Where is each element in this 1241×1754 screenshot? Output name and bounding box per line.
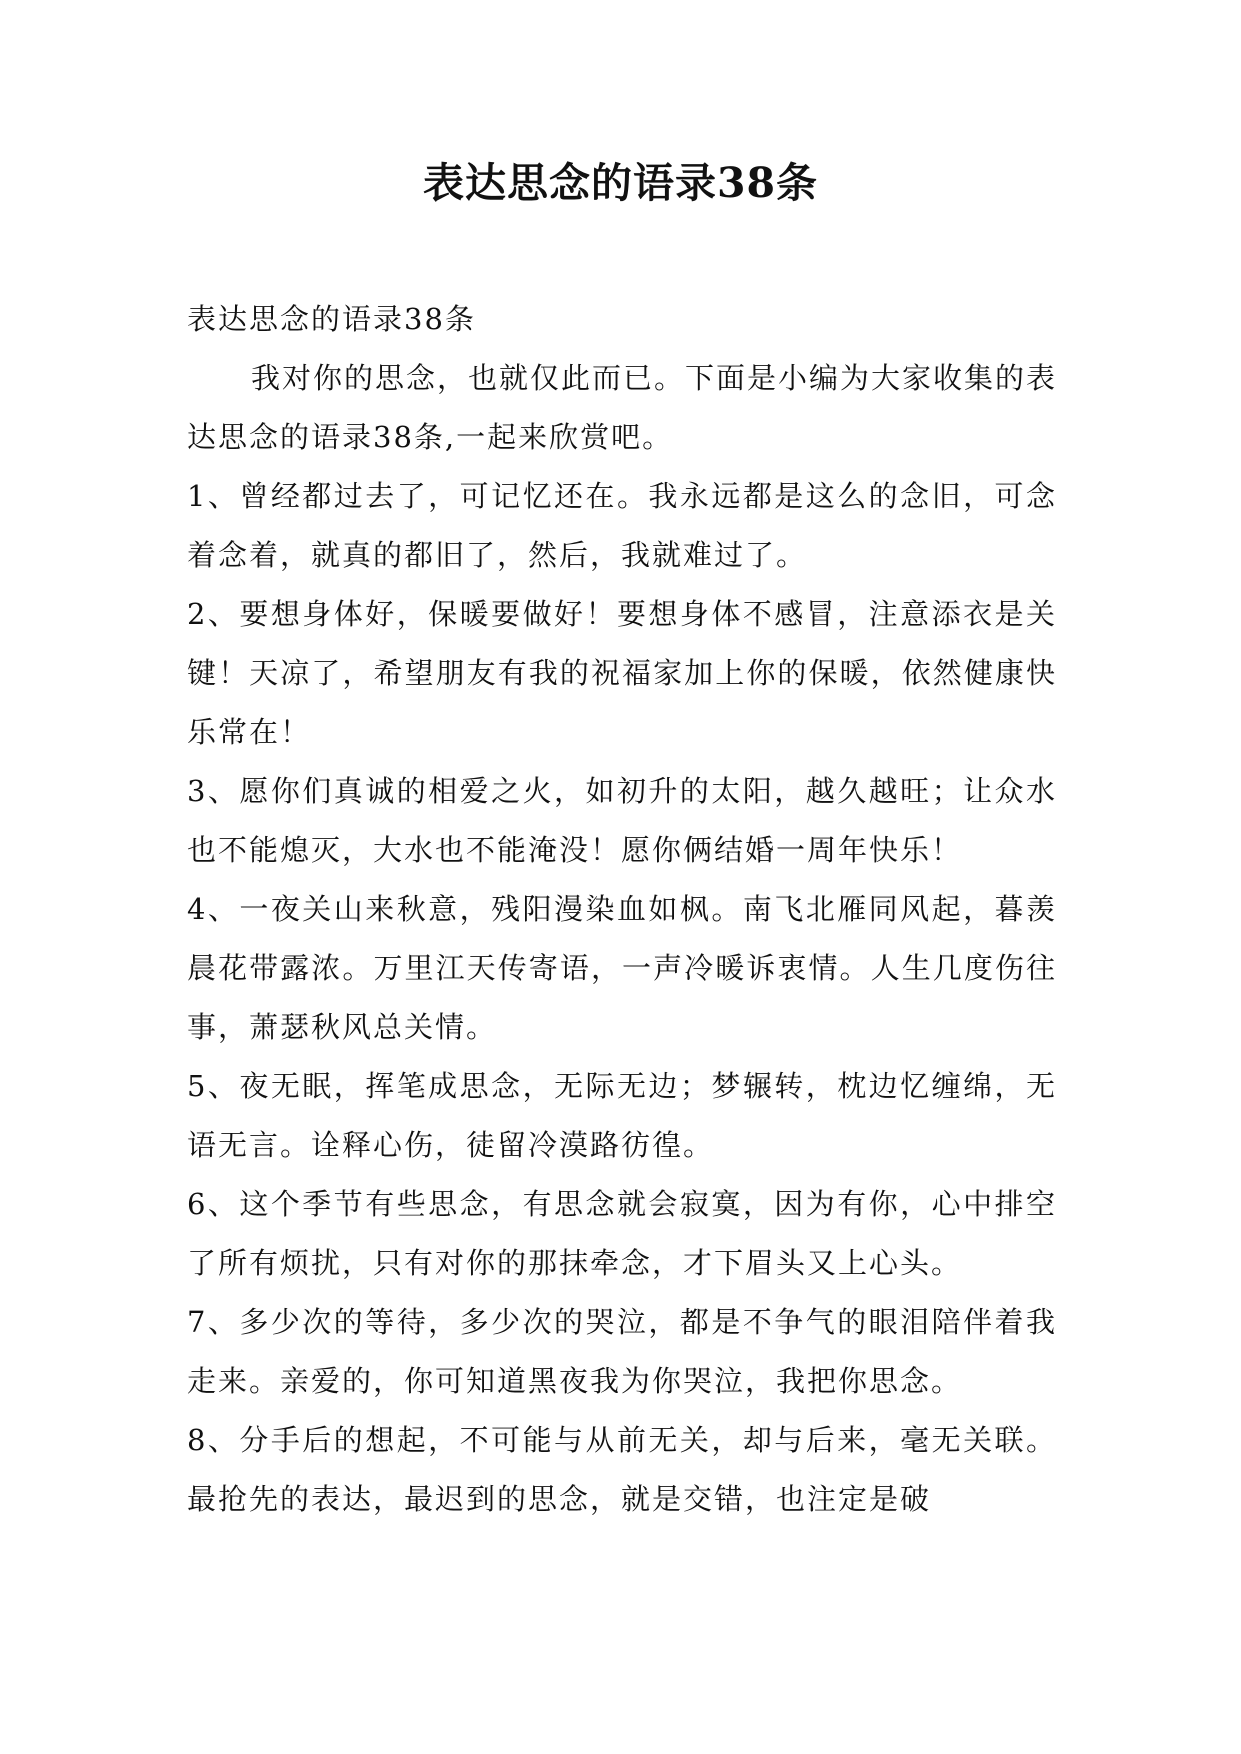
quote-item-4: 4、一夜关山来秋意，残阳漫染血如枫。南飞北雁同风起，暮羡晨花带露浓。万里江天传寄语，一声冷暖诉衷情。人生几度伤往事，萧瑟秋风总关情。 — [187, 892, 1057, 1044]
quote-item-1: 1、曾经都过去了，可记忆还在。我永远都是这么的念旧，可念着念着，就真的都旧了，然后，我就难过了。 — [187, 479, 1057, 572]
document-title: 表达思念的语录38条 — [422, 159, 819, 207]
document-body — [187, 290, 1057, 1529]
quote-item-2: 2、要想身体好，保暖要做好！要想身体不感冒，注意添衣是关键！天凉了，希望朋友有我的祝福家加上你的保暖，依然健康快乐常在！ — [187, 597, 1057, 749]
quote-item-5: 5、夜无眠，挥笔成思念，无际无边；梦辗转，枕边忆缠绵，无语无言。诠释心伤，徒留冷漠路彷徨。 — [187, 1069, 1057, 1162]
subtitle-line: 表达思念的语录38条 — [187, 302, 476, 336]
quote-item-3: 3、愿你们真诚的相爱之火，如初升的太阳，越久越旺；让众水也不能熄灭，大水也不能淹没！愿你俩结婚一周年快乐！ — [187, 774, 1057, 867]
quote-item-6: 6、这个季节有些思念，有思念就会寂寞，因为有你，心中排空了所有烦扰，只有对你的那抹牵念，才下眉头又上心头。 — [187, 1187, 1057, 1280]
quote-item-8: 8、分手后的想起，不可能与从前无关，却与后来，毫无关联。最抢先的表达，最迟到的思念，就是交错，也注定是破 — [187, 1423, 1057, 1516]
intro-paragraph: 我对你的思念，也就仅此而已。下面是小编为大家收集的表达思念的语录38条,一起来欣赏吧。 — [187, 361, 1058, 454]
quote-item-7: 7、多少次的等待，多少次的哭泣，都是不争气的眼泪陪伴着我走来。亲爱的，你可知道黑夜我为你哭泣，我把你思念。 — [187, 1305, 1057, 1398]
